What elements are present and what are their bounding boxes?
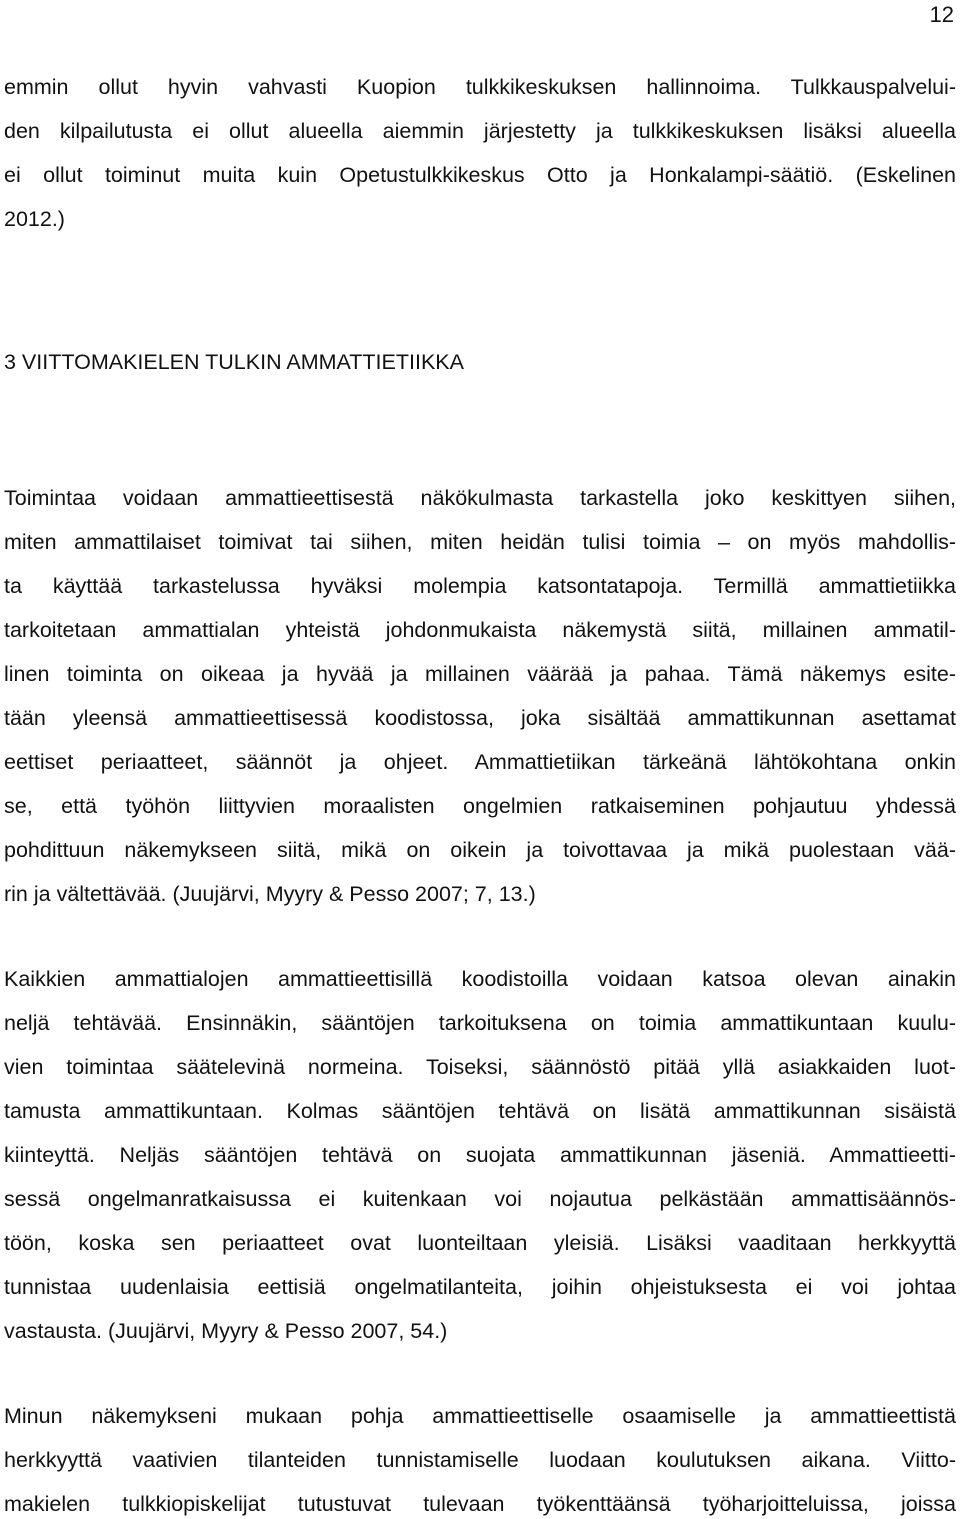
text-line: se, että työhön liittyvien moraalisten ongelmien ratkaiseminen pohjautuu yhdessä xyxy=(4,794,956,818)
text-line: emmin ollut hyvin vahvasti Kuopion tulkkikeskuksen hallinnoima. Tulkkauspalvelui- xyxy=(4,75,956,99)
text-line: Kaikkien ammattialojen ammattieettisillä koodistoilla voidaan katsoa olevan ainakin xyxy=(4,967,956,991)
text-line: pohdittuun näkemykseen siitä, mikä on oikein ja toivottavaa ja mikä puolestaan vää- xyxy=(4,838,956,862)
text-line: eettiset periaatteet, säännöt ja ohjeet. Ammattietiikan tärkeänä lähtökohtana onkin xyxy=(4,750,956,774)
text-line: ei ollut toiminut muita kuin Opetustulkkikeskus Otto ja Honkalampi-säätiö. (Eskelinen xyxy=(4,163,956,187)
text-line: herkkyyttä vaativien tilanteiden tunnistamiselle luodaan koulutuksen aikana. Viitto- xyxy=(4,1448,956,1472)
text-line: vien toimintaa säätelevinä normeina. Toiseksi, säännöstö pitää yllä asiakkaiden luot- xyxy=(4,1055,956,1079)
text-line: neljä tehtävää. Ensinnäkin, sääntöjen tarkoituksena on toimia ammattikuntaan kuulu- xyxy=(4,1011,956,1035)
section-heading: 3 VIITTOMAKIELEN TULKIN AMMATTIETIIKKA xyxy=(4,350,464,374)
page-number: 12 xyxy=(929,2,954,27)
text-line: tunnistaa uudenlaisia eettisiä ongelmatilanteita, joihin ohjeistuksesta ei voi johtaa xyxy=(4,1275,956,1299)
text-line: ta käyttää tarkastelussa hyväksi molempia katsontatapoja. Termillä ammattietiikka xyxy=(4,574,956,598)
text-line: kiinteyttä. Neljäs sääntöjen tehtävä on suojata ammattikunnan jäseniä. Ammattieetti- xyxy=(4,1143,956,1167)
text-line: vastausta. (Juujärvi, Myyry & Pesso 2007, 54.) xyxy=(4,1319,448,1343)
text-line: tään yleensä ammattieettisessä koodistossa, joka sisältää ammattikunnan asettamat xyxy=(4,706,956,730)
text-line: töön, koska sen periaatteet ovat luonteiltaan yleisiä. Lisäksi vaaditaan herkkyyttä xyxy=(4,1231,956,1255)
text-line: linen toiminta on oikeaa ja hyvää ja millainen väärää ja pahaa. Tämä näkemys esite- xyxy=(4,662,956,686)
text-line: rin ja vältettävää. (Juujärvi, Myyry & Pesso 2007; 7, 13.) xyxy=(4,882,536,906)
text-line: tamusta ammattikuntaan. Kolmas sääntöjen tehtävä on lisätä ammattikunnan sisäistä xyxy=(4,1099,956,1123)
text-line: sessä ongelmanratkaisussa ei kuitenkaan voi nojautua pelkästään ammattisäännös- xyxy=(4,1187,956,1211)
text-line: Toimintaa voidaan ammattieettisestä näkökulmasta tarkastella joko keskittyen siihen, xyxy=(4,486,956,510)
text-line: makielen tulkkiopiskelijat tutustuvat tulevaan työkenttäänsä työharjoitteluissa, joissa xyxy=(4,1492,956,1516)
text-line: 2012.) xyxy=(4,207,65,231)
text-line: Minun näkemykseni mukaan pohja ammattieettiselle osaamiselle ja ammattieettistä xyxy=(4,1404,956,1428)
text-line: tarkoitetaan ammattialan yhteistä johdonmukaista näkemystä siitä, millainen ammatil- xyxy=(4,618,956,642)
text-line: den kilpailutusta ei ollut alueella aiemmin järjestetty ja tulkkikeskuksen lisäksi alueella xyxy=(4,119,956,143)
text-line: miten ammattilaiset toimivat tai siihen, miten heidän tulisi toimia – on myös mahdollis- xyxy=(4,530,956,554)
